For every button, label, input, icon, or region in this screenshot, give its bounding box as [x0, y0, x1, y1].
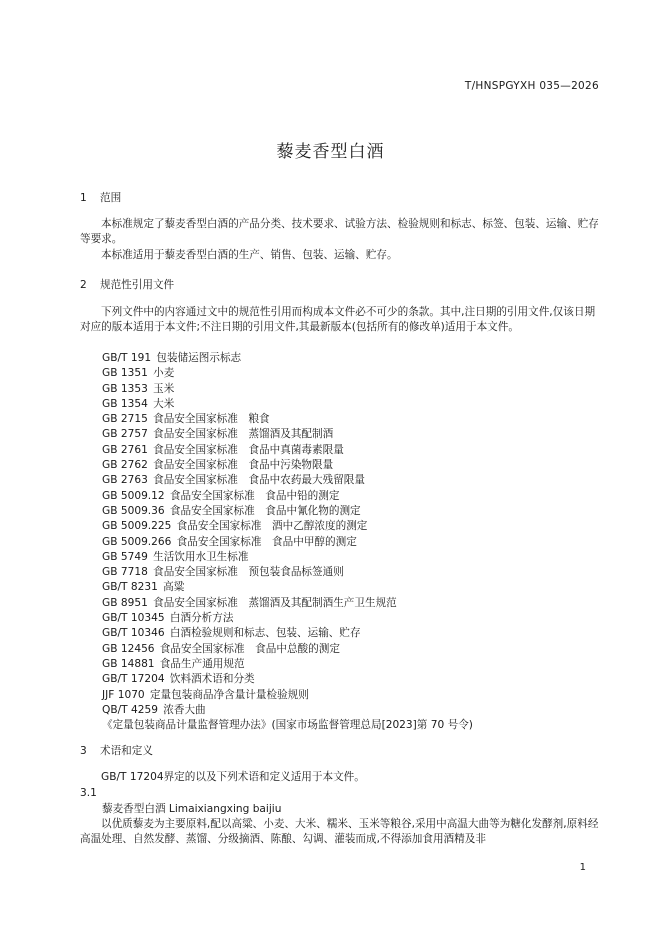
reference-title: 大米 — [153, 397, 175, 410]
reference-item — [102, 550, 473, 565]
terms-intro: GB/T 17204界定的以及下列术语和定义适用于本文件。 — [101, 771, 365, 783]
reference-item — [102, 580, 473, 595]
reference-code: GB/T 8231 — [102, 581, 158, 594]
reference-title: 包装储运图示标志 — [156, 352, 242, 364]
reference-item — [102, 366, 473, 381]
reference-item — [102, 412, 473, 427]
reference-code: GB 5009.266 — [102, 535, 172, 548]
reference-code: GB 2763 — [102, 474, 148, 487]
reference-code: GB/T 191 — [102, 352, 152, 364]
reference-title: 食品安全国家标准 食品中甲醇的测定 — [176, 535, 357, 548]
reference-code: GB 7718 — [102, 566, 148, 579]
reference-item — [102, 458, 473, 473]
reference-title: 食品安全国家标准 食品中农药最大残留限量 — [153, 474, 365, 487]
reference-title: 食品安全国家标准 食品中真菌毒素限量 — [153, 443, 344, 456]
reference-title: 定量包装商品净含量计量检验规则 — [149, 688, 309, 701]
section-3-heading — [80, 743, 153, 758]
document-title: 藜麦香型白酒 — [276, 142, 385, 162]
page-number: 1 — [579, 862, 586, 873]
reference-code: GB 1351 — [102, 367, 148, 380]
reference-title: 食品安全国家标准 蒸馏酒及其配制酒生产卫生规范 — [153, 596, 397, 609]
reference-code: GB 2715 — [102, 413, 148, 426]
reference-title: 食品安全国家标准 预包装食品标签通则 — [153, 566, 344, 579]
reference-code: QB/T 4259 — [102, 703, 158, 716]
reference-item — [102, 657, 473, 672]
reference-code: GB/T 10345 — [102, 612, 165, 625]
reference-item — [102, 611, 473, 626]
reference-item — [102, 473, 473, 488]
reference-code: GB 5749 — [102, 550, 148, 563]
reference-item — [102, 397, 473, 412]
reference-item — [102, 565, 473, 580]
reference-list — [102, 351, 473, 733]
reference-title: 食品安全国家标准 食品中污染物限量 — [153, 459, 334, 472]
reference-item — [102, 642, 473, 657]
reference-item — [102, 351, 473, 366]
reference-item — [102, 427, 473, 442]
reference-title: 白酒检验规则和标志、包装、运输、贮存 — [169, 627, 361, 640]
section-2-number: 2 — [80, 279, 87, 291]
scope-paragraph-2: 本标准适用于藜麦香型白酒的生产、销售、包装、运输、贮存。 — [101, 249, 398, 261]
reference-code: GB/T 17204 — [102, 673, 165, 686]
section-2-heading — [80, 277, 174, 292]
reference-item — [102, 703, 473, 718]
reference-title: 小麦 — [153, 367, 175, 380]
reference-code: GB/T 10346 — [102, 627, 165, 640]
normative-references-intro: 下列文件中的内容通过文中的规范性引用而构成本文件必不可少的条款。其中,注日期的引用文件,仅该日期对应的版本适用于本文件;不注日期的引用文件,其最新版本(包括所有的修改单)适用于本文件。 — [80, 306, 596, 333]
reference-title: 食品安全国家标准 食品中铅的测定 — [169, 489, 340, 502]
reference-code: GB 1353 — [102, 382, 148, 395]
reference-title: 食品安全国家标准 蒸馏酒及其配制酒 — [153, 428, 334, 441]
reference-code: GB 2757 — [102, 428, 148, 441]
term-definition: 以优质藜麦为主要原料,配以高粱、小麦、大米、糯米、玉米等粮谷,采用中高温大曲等为糖化发酵剂,原料经高温处理、自然发酵、蒸馏、分级摘酒、陈酿、勾调、灌装而成,不得添加食用酒精及非 — [80, 818, 599, 845]
reference-code: GB 1354 — [102, 397, 148, 410]
reference-item — [102, 535, 473, 550]
reference-item — [102, 382, 473, 397]
reference-title: 玉米 — [153, 382, 175, 395]
reference-title: 食品安全国家标准 食品中氰化物的测定 — [169, 504, 361, 517]
reference-item — [102, 504, 473, 519]
section-3-number: 3 — [80, 745, 87, 757]
reference-title: 食品安全国家标准 粮食 — [153, 413, 270, 426]
reference-item — [102, 626, 473, 641]
regulation-reference: 《定量包装商品计量监督管理办法》(国家市场监督管理总局[2023]第 70 号令) — [102, 719, 473, 732]
reference-code: JJF 1070 — [102, 688, 145, 701]
reference-code: GB 2761 — [102, 443, 148, 456]
reference-title: 食品安全国家标准 食品中总酸的测定 — [159, 642, 340, 655]
reference-item — [102, 688, 473, 703]
reference-item — [102, 489, 473, 504]
reference-title: 饮料酒术语和分类 — [169, 673, 255, 686]
reference-title: 生活饮用水卫生标准 — [153, 550, 249, 563]
reference-code: GB 5009.12 — [102, 489, 165, 502]
reference-item — [102, 596, 473, 611]
section-2-title: 规范性引用文件 — [100, 279, 175, 291]
section-3-title: 术语和定义 — [100, 745, 153, 757]
reference-item — [102, 672, 473, 687]
section-1-heading — [80, 190, 121, 205]
reference-title: 白酒分析方法 — [169, 612, 234, 625]
reference-code: GB 5009.36 — [102, 504, 165, 517]
section-1-title: 范围 — [100, 192, 122, 204]
reference-code: GB 12456 — [102, 642, 155, 655]
reference-item — [102, 519, 473, 534]
reference-title: 浓香大曲 — [163, 703, 206, 716]
reference-code: GB 8951 — [102, 596, 148, 609]
term-name: 藜麦香型白酒 Limaixiangxing baijiu — [102, 803, 282, 815]
reference-title: 高粱 — [163, 581, 185, 594]
reference-code: GB 14881 — [102, 657, 155, 670]
reference-title: 食品安全国家标准 酒中乙醇浓度的测定 — [176, 520, 368, 533]
scope-paragraph-1: 本标准规定了藜麦香型白酒的产品分类、技术要求、试验方法、检验规则和标志、标签、包装、运输、贮存等要求。 — [80, 218, 599, 245]
standard-code: T/HNSPGYXH 035—2026 — [464, 80, 599, 92]
reference-code: GB 2762 — [102, 459, 148, 472]
reference-item — [102, 443, 473, 458]
reference-title: 食品生产通用规范 — [159, 657, 245, 670]
section-1-number: 1 — [80, 192, 87, 204]
term-number: 3.1 — [80, 787, 97, 799]
reference-code: GB 5009.225 — [102, 520, 172, 533]
